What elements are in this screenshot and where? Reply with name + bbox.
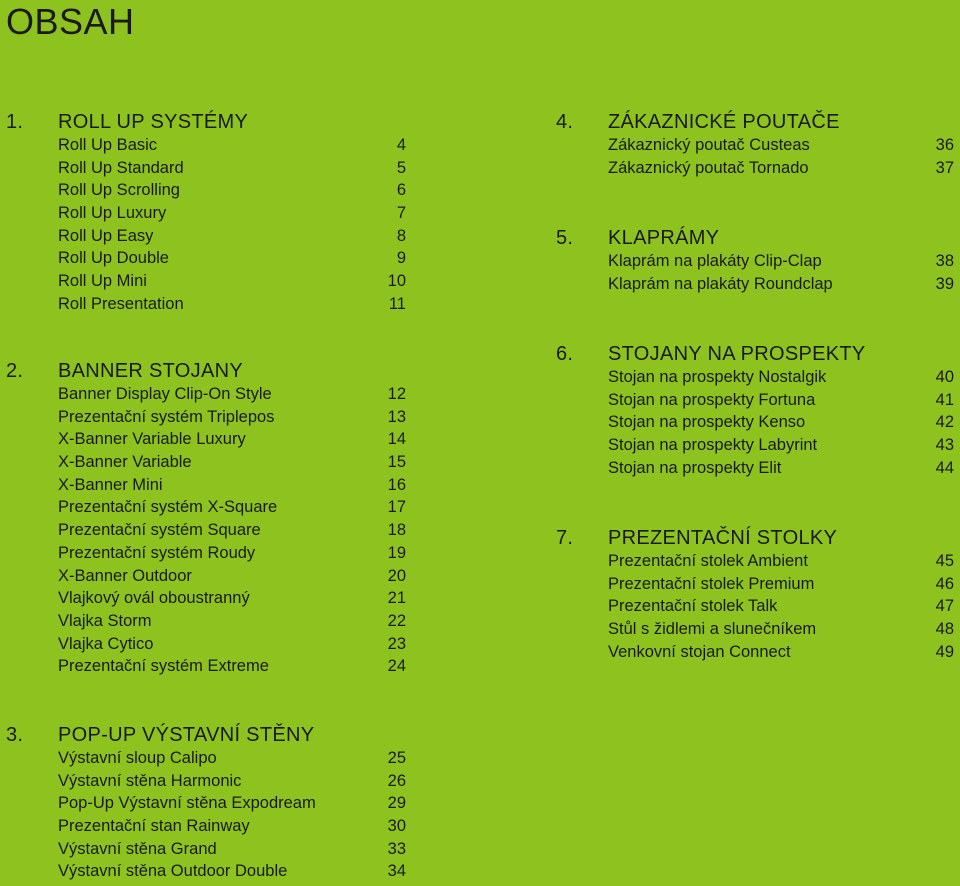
toc-entry[interactable] [608,457,954,480]
toc-entry-label: Roll Up Easy [58,226,154,245]
toc-entry[interactable] [58,225,406,248]
toc-entry-label: Výstavní stěna Grand [58,839,217,858]
toc-entry-label: Roll Up Scrolling [58,181,180,200]
toc-entry-page-number: 25 [387,749,406,767]
section-heading [6,110,406,134]
toc-entry[interactable] [608,595,954,618]
toc-entry[interactable] [58,496,406,519]
toc-entry[interactable] [58,860,406,883]
toc-entry-page-number: 10 [387,272,406,291]
toc-entry-page-number: 5 [396,158,406,177]
toc-entry[interactable] [608,573,954,596]
toc-entry-label: Prezentační stolek Ambient [608,552,808,570]
toc-entry-page-number: 37 [935,158,954,177]
toc-entry-page-number: 41 [935,390,954,409]
toc-entry-page-number: 49 [935,642,954,661]
toc-entry[interactable] [58,587,406,610]
toc-entry-page-number: 44 [935,458,954,477]
section-title: ROLL UP SYSTÉMY [58,111,249,133]
toc-item-list [556,250,954,295]
toc-entry-page-number: 48 [935,620,954,639]
toc-entry[interactable] [608,157,954,180]
toc-item-list [6,134,406,316]
toc-entry[interactable] [58,202,406,225]
toc-entry[interactable] [58,179,406,202]
toc-entry[interactable] [58,406,406,429]
section-heading [556,526,954,550]
toc-entry[interactable] [608,389,954,412]
toc-item-list [556,134,954,179]
toc-entry-label: Roll Up Mini [58,272,147,291]
toc-entry-page-number: 8 [396,226,406,245]
toc-entry[interactable] [58,815,406,838]
toc-entry[interactable] [58,474,406,497]
toc-entry-label: Stůl s židlemi a slunečníkem [608,620,817,639]
toc-entry-page-number: 18 [387,521,406,540]
section-heading [556,110,954,134]
section-title: POP-UP VÝSTAVNÍ STĚNY [58,724,315,746]
toc-entry[interactable] [608,273,954,296]
toc-entry[interactable] [608,550,954,573]
toc-entry-page-number: 6 [396,181,406,200]
toc-entry-page-number: 11 [388,294,406,313]
toc-entry-page-number: 9 [396,249,406,268]
section-title: ZÁKAZNICKÉ POUTAČE [608,111,840,133]
section-number: 3. [6,724,24,746]
toc-entry-page-number: 14 [387,430,406,449]
toc-entry-label: Stojan na prospekty Kenso [608,413,806,432]
toc-entry-label: Vlajkový ovál oboustranný [58,589,250,608]
section-title: KLAPRÁMY [608,227,720,249]
section-heading [6,359,406,383]
toc-entry-page-number: 4 [396,136,406,154]
toc-entry-label: Výstavní sloup Calipo [58,749,217,767]
toc-entry[interactable] [608,366,954,389]
toc-section-banner-stojany [6,359,406,678]
toc-entry[interactable] [58,428,406,451]
toc-entry-label: Prezentační stolek Premium [608,574,815,593]
toc-entry-page-number: 46 [935,574,954,593]
toc-entry[interactable] [58,542,406,565]
toc-entry-label: Stojan na prospekty Nostalgik [608,368,827,386]
toc-section-pop-up [6,723,406,883]
toc-entry[interactable] [58,134,406,157]
toc-entry-page-number: 16 [387,475,406,494]
toc-entry[interactable] [58,451,406,474]
toc-entry-label: Prezentační systém Triplepos [58,407,275,426]
toc-entry-label: Roll Up Basic [58,136,158,154]
toc-item-list [556,366,954,479]
toc-entry[interactable] [58,633,406,656]
toc-entry-page-number: 22 [387,611,406,630]
toc-entry[interactable] [58,270,406,293]
section-number: 5. [556,227,574,249]
toc-entry-label: Prezentační stan Rainway [58,817,250,836]
toc-entry-label: Vlajka Cytico [58,634,154,653]
toc-entry-page-number: 21 [387,589,406,608]
toc-section-prezentacni-stolky [556,526,954,663]
toc-entry[interactable] [58,383,406,406]
toc-entry[interactable] [608,411,954,434]
toc-entry-label: Prezentační systém Extreme [58,657,269,676]
toc-entry-label: Banner Display Clip-On Style [58,385,272,403]
page-title: OBSAH [6,1,135,42]
toc-entry-page-number: 7 [396,204,406,223]
toc-entry-page-number: 47 [935,597,954,616]
toc-entry-page-number: 33 [387,839,406,858]
toc-entry[interactable] [608,134,954,157]
toc-entry-page-number: 23 [387,634,406,653]
toc-entry-label: Stojan na prospekty Labyrint [608,436,818,455]
toc-entry[interactable] [58,655,406,678]
toc-entry-page-number: 40 [935,368,954,386]
toc-entry-page-number: 30 [387,817,406,836]
toc-entry[interactable] [58,610,406,633]
toc-entry-page-number: 20 [387,566,406,585]
toc-entry-label: Výstavní stěna Harmonic [58,771,242,790]
toc-entry-label: Prezentační systém Roudy [58,543,256,562]
toc-entry-label: Stojan na prospekty Elit [608,458,782,477]
toc-entry-label: Klaprám na plakáty Clip-Clap [608,252,822,270]
toc-item-list [6,383,406,678]
toc-entry-label: Roll Presentation [58,294,184,313]
toc-entry-page-number: 24 [387,657,406,676]
toc-entry-label: Stojan na prospekty Fortuna [608,390,816,409]
toc-entry-label: Vlajka Storm [58,611,152,630]
toc-entry-page-number: 38 [935,252,954,270]
section-title: PREZENTAČNÍ STOLKY [608,527,838,549]
toc-entry-label: Roll Up Double [58,249,169,268]
toc-entry[interactable] [608,641,954,664]
toc-entry-label: Klaprám na plakáty Roundclap [608,274,833,293]
toc-entry-page-number: 19 [387,543,406,562]
section-number: 6. [556,343,574,365]
toc-entry-label: X-Banner Mini [58,475,163,494]
toc-entry-page-number: 15 [387,453,406,472]
toc-entry-page-number: 42 [935,413,954,432]
toc-entry[interactable] [58,293,406,316]
toc-entry-label: Prezentační systém X-Square [58,498,278,517]
toc-entry-label: X-Banner Variable Luxury [58,430,246,449]
toc-item-list [556,550,954,663]
toc-entry[interactable] [58,838,406,861]
toc-section-stojany-na-prospekty [556,342,954,479]
toc-entry-label: Zákaznický poutač Tornado [608,158,809,177]
toc-entry-page-number: 13 [387,407,406,426]
toc-entry[interactable] [608,250,954,273]
toc-entry[interactable] [58,565,406,588]
toc-entry-page-number: 17 [387,498,406,517]
toc-entry[interactable] [58,519,406,542]
toc-entry[interactable] [58,747,406,770]
toc-item-list [6,747,406,883]
section-title: STOJANY NA PROSPEKTY [608,343,866,365]
toc-entry-page-number: 36 [935,136,954,154]
section-number: 4. [556,111,574,133]
toc-entry-page-number: 43 [935,436,954,455]
toc-entry-label: Prezentační systém Square [58,521,261,540]
toc-entry[interactable] [58,792,406,815]
toc-entry-page-number: 45 [935,552,954,570]
toc-section-zakaznicke-poutace [556,110,954,179]
toc-entry-page-number: 39 [935,274,954,293]
toc-entry-label: Roll Up Standard [58,158,184,177]
toc-entry-label: Roll Up Luxury [58,204,167,223]
toc-entry-page-number: 26 [387,771,406,790]
toc-entry-label: Prezentační stolek Talk [608,597,778,616]
section-title: BANNER STOJANY [58,360,243,382]
toc-entry-label: Zákaznický poutač Custeas [608,136,810,154]
toc-entry-label: Venkovní stojan Connect [608,642,791,661]
toc-entry-page-number: 12 [387,385,406,403]
section-number: 7. [556,527,574,549]
toc-entry[interactable] [58,247,406,270]
toc-entry[interactable] [608,618,954,641]
section-number: 2. [6,360,24,382]
toc-entry[interactable] [58,770,406,793]
section-heading [556,342,954,366]
toc-section-klapramy [556,226,954,295]
toc-entry-label: Pop-Up Výstavní stěna Expodream [58,794,316,813]
toc-entry[interactable] [608,434,954,457]
toc-entry-label: X-Banner Variable [58,453,192,472]
toc-entry[interactable] [58,157,406,180]
toc-entry-page-number: 34 [387,862,406,881]
toc-entry-label: X-Banner Outdoor [58,566,192,585]
toc-section-roll-up [6,110,406,316]
toc-entry-page-number: 29 [387,794,406,813]
section-heading [6,723,406,747]
section-heading [556,226,954,250]
toc-entry-label: Výstavní stěna Outdoor Double [58,862,288,881]
section-number: 1. [6,111,24,133]
